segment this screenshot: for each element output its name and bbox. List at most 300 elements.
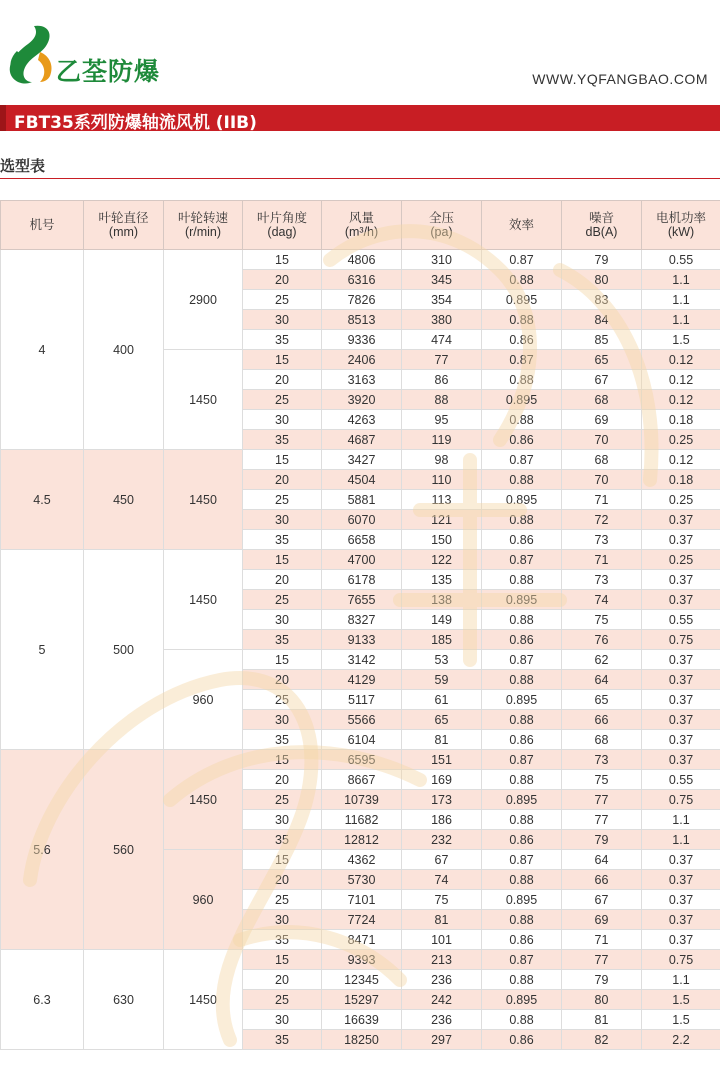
angle-cell: 35 bbox=[243, 930, 322, 950]
power-cell: 1.1 bbox=[642, 270, 720, 290]
airflow-cell: 4700 bbox=[322, 550, 402, 570]
angle-cell: 25 bbox=[243, 790, 322, 810]
airflow-cell: 6070 bbox=[322, 510, 402, 530]
efficiency-cell: 0.895 bbox=[482, 290, 562, 310]
airflow-cell: 5117 bbox=[322, 690, 402, 710]
efficiency-cell: 0.88 bbox=[482, 810, 562, 830]
noise-cell: 67 bbox=[562, 370, 642, 390]
angle-cell: 25 bbox=[243, 890, 322, 910]
power-cell: 0.25 bbox=[642, 490, 720, 510]
pressure-cell: 119 bbox=[402, 430, 482, 450]
pressure-cell: 173 bbox=[402, 790, 482, 810]
angle-cell: 35 bbox=[243, 530, 322, 550]
noise-cell: 75 bbox=[562, 770, 642, 790]
noise-cell: 80 bbox=[562, 270, 642, 290]
column-header-label: 全压 bbox=[428, 211, 454, 225]
power-cell: 0.75 bbox=[642, 950, 720, 970]
power-cell: 0.55 bbox=[642, 770, 720, 790]
power-cell: 0.37 bbox=[642, 650, 720, 670]
table-body bbox=[1, 250, 720, 1050]
column-header bbox=[322, 201, 402, 250]
efficiency-cell: 0.88 bbox=[482, 870, 562, 890]
pressure-cell: 61 bbox=[402, 690, 482, 710]
noise-cell: 65 bbox=[562, 350, 642, 370]
power-cell: 0.37 bbox=[642, 890, 720, 910]
efficiency-cell: 0.88 bbox=[482, 770, 562, 790]
efficiency-cell: 0.86 bbox=[482, 930, 562, 950]
pressure-cell: 121 bbox=[402, 510, 482, 530]
column-header bbox=[243, 201, 322, 250]
power-cell: 0.37 bbox=[642, 670, 720, 690]
noise-cell: 71 bbox=[562, 550, 642, 570]
angle-cell: 25 bbox=[243, 390, 322, 410]
efficiency-cell: 0.88 bbox=[482, 670, 562, 690]
power-cell: 0.37 bbox=[642, 530, 720, 550]
angle-cell: 25 bbox=[243, 590, 322, 610]
efficiency-cell: 0.87 bbox=[482, 350, 562, 370]
airflow-cell: 7826 bbox=[322, 290, 402, 310]
noise-cell: 62 bbox=[562, 650, 642, 670]
power-cell: 0.37 bbox=[642, 750, 720, 770]
noise-cell: 75 bbox=[562, 610, 642, 630]
airflow-cell: 16639 bbox=[322, 1010, 402, 1030]
efficiency-cell: 0.87 bbox=[482, 750, 562, 770]
airflow-cell: 4362 bbox=[322, 850, 402, 870]
angle-cell: 15 bbox=[243, 550, 322, 570]
efficiency-cell: 0.88 bbox=[482, 310, 562, 330]
column-header bbox=[164, 201, 243, 250]
efficiency-cell: 0.88 bbox=[482, 370, 562, 390]
airflow-cell: 9393 bbox=[322, 950, 402, 970]
selection-table bbox=[0, 200, 720, 1050]
angle-cell: 20 bbox=[243, 570, 322, 590]
efficiency-cell: 0.88 bbox=[482, 910, 562, 930]
angle-cell: 20 bbox=[243, 270, 322, 290]
pressure-cell: 67 bbox=[402, 850, 482, 870]
efficiency-cell: 0.86 bbox=[482, 330, 562, 350]
power-cell: 0.37 bbox=[642, 910, 720, 930]
airflow-cell: 3163 bbox=[322, 370, 402, 390]
angle-cell: 30 bbox=[243, 310, 322, 330]
angle-cell: 30 bbox=[243, 410, 322, 430]
pressure-cell: 74 bbox=[402, 870, 482, 890]
airflow-cell: 6316 bbox=[322, 270, 402, 290]
angle-cell: 15 bbox=[243, 650, 322, 670]
model-cell: 4.5 bbox=[1, 450, 84, 550]
noise-cell: 71 bbox=[562, 490, 642, 510]
column-header-label: 效率 bbox=[508, 218, 534, 232]
angle-cell: 30 bbox=[243, 510, 322, 530]
airflow-cell: 12812 bbox=[322, 830, 402, 850]
noise-cell: 79 bbox=[562, 830, 642, 850]
table-row bbox=[1, 550, 720, 570]
power-cell: 0.12 bbox=[642, 450, 720, 470]
pressure-cell: 65 bbox=[402, 710, 482, 730]
noise-cell: 72 bbox=[562, 510, 642, 530]
model-cell: 5.6 bbox=[1, 750, 84, 950]
pressure-cell: 86 bbox=[402, 370, 482, 390]
pressure-cell: 151 bbox=[402, 750, 482, 770]
power-cell: 0.18 bbox=[642, 410, 720, 430]
noise-cell: 74 bbox=[562, 590, 642, 610]
noise-cell: 68 bbox=[562, 450, 642, 470]
noise-cell: 82 bbox=[562, 1030, 642, 1050]
noise-cell: 67 bbox=[562, 890, 642, 910]
airflow-cell: 15297 bbox=[322, 990, 402, 1010]
column-header-label: dB(A) bbox=[585, 225, 618, 239]
column-header-label: 叶轮转速 bbox=[177, 211, 228, 225]
pressure-cell: 185 bbox=[402, 630, 482, 650]
angle-cell: 25 bbox=[243, 690, 322, 710]
noise-cell: 69 bbox=[562, 410, 642, 430]
power-cell: 1.5 bbox=[642, 1010, 720, 1030]
noise-cell: 79 bbox=[562, 970, 642, 990]
angle-cell: 30 bbox=[243, 910, 322, 930]
pressure-cell: 122 bbox=[402, 550, 482, 570]
column-header bbox=[402, 201, 482, 250]
efficiency-cell: 0.895 bbox=[482, 490, 562, 510]
pressure-cell: 88 bbox=[402, 390, 482, 410]
airflow-cell: 8327 bbox=[322, 610, 402, 630]
column-header-label: 电机功率 bbox=[655, 211, 706, 225]
noise-cell: 84 bbox=[562, 310, 642, 330]
speed-cell: 2900 bbox=[164, 250, 243, 350]
airflow-cell: 5881 bbox=[322, 490, 402, 510]
title-bar-accent bbox=[0, 105, 6, 131]
efficiency-cell: 0.86 bbox=[482, 630, 562, 650]
power-cell: 0.75 bbox=[642, 630, 720, 650]
column-header-label: (mm) bbox=[108, 225, 139, 239]
pressure-cell: 59 bbox=[402, 670, 482, 690]
power-cell: 0.37 bbox=[642, 690, 720, 710]
airflow-cell: 4687 bbox=[322, 430, 402, 450]
noise-cell: 81 bbox=[562, 1010, 642, 1030]
page-title: FBT35系列防爆轴流风机 (IIB) bbox=[14, 113, 257, 133]
column-header bbox=[642, 201, 720, 250]
angle-cell: 20 bbox=[243, 370, 322, 390]
diameter-cell: 560 bbox=[84, 750, 164, 950]
airflow-cell: 4129 bbox=[322, 670, 402, 690]
column-header-label: 风量 bbox=[348, 211, 374, 225]
pressure-cell: 75 bbox=[402, 890, 482, 910]
power-cell: 1.1 bbox=[642, 970, 720, 990]
efficiency-cell: 0.88 bbox=[482, 570, 562, 590]
efficiency-cell: 0.86 bbox=[482, 830, 562, 850]
efficiency-cell: 0.895 bbox=[482, 390, 562, 410]
power-cell: 0.12 bbox=[642, 370, 720, 390]
airflow-cell: 3920 bbox=[322, 390, 402, 410]
airflow-cell: 8667 bbox=[322, 770, 402, 790]
airflow-cell: 2406 bbox=[322, 350, 402, 370]
airflow-cell: 7101 bbox=[322, 890, 402, 910]
angle-cell: 15 bbox=[243, 250, 322, 270]
pressure-cell: 186 bbox=[402, 810, 482, 830]
efficiency-cell: 0.87 bbox=[482, 450, 562, 470]
angle-cell: 30 bbox=[243, 810, 322, 830]
noise-cell: 73 bbox=[562, 570, 642, 590]
subtitle-divider bbox=[0, 178, 720, 179]
airflow-cell: 5730 bbox=[322, 870, 402, 890]
column-header bbox=[482, 201, 562, 250]
efficiency-cell: 0.895 bbox=[482, 790, 562, 810]
angle-cell: 35 bbox=[243, 1030, 322, 1050]
pressure-cell: 169 bbox=[402, 770, 482, 790]
model-cell: 6.3 bbox=[1, 950, 84, 1050]
efficiency-cell: 0.86 bbox=[482, 730, 562, 750]
efficiency-cell: 0.87 bbox=[482, 550, 562, 570]
pressure-cell: 138 bbox=[402, 590, 482, 610]
power-cell: 1.5 bbox=[642, 990, 720, 1010]
airflow-cell: 3142 bbox=[322, 650, 402, 670]
noise-cell: 83 bbox=[562, 290, 642, 310]
power-cell: 1.1 bbox=[642, 310, 720, 330]
angle-cell: 20 bbox=[243, 770, 322, 790]
airflow-cell: 9133 bbox=[322, 630, 402, 650]
section-subtitle: 选型表 bbox=[0, 157, 46, 175]
angle-cell: 15 bbox=[243, 850, 322, 870]
column-header-label: (dag) bbox=[267, 225, 297, 239]
airflow-cell: 4504 bbox=[322, 470, 402, 490]
angle-cell: 30 bbox=[243, 1010, 322, 1030]
table-row bbox=[1, 950, 720, 970]
noise-cell: 76 bbox=[562, 630, 642, 650]
logo bbox=[4, 22, 174, 88]
power-cell: 2.2 bbox=[642, 1030, 720, 1050]
power-cell: 0.37 bbox=[642, 710, 720, 730]
model-cell: 5 bbox=[1, 550, 84, 750]
efficiency-cell: 0.88 bbox=[482, 270, 562, 290]
speed-cell: 960 bbox=[164, 850, 243, 950]
efficiency-cell: 0.87 bbox=[482, 950, 562, 970]
diameter-cell: 400 bbox=[84, 250, 164, 450]
model-cell: 4 bbox=[1, 250, 84, 450]
speed-cell: 960 bbox=[164, 650, 243, 750]
column-header bbox=[84, 201, 164, 250]
column-header-label: 叶片角度 bbox=[256, 211, 307, 225]
noise-cell: 77 bbox=[562, 790, 642, 810]
airflow-cell: 6178 bbox=[322, 570, 402, 590]
noise-cell: 64 bbox=[562, 850, 642, 870]
noise-cell: 68 bbox=[562, 390, 642, 410]
angle-cell: 25 bbox=[243, 990, 322, 1010]
airflow-cell: 6104 bbox=[322, 730, 402, 750]
pressure-cell: 77 bbox=[402, 350, 482, 370]
power-cell: 1.1 bbox=[642, 290, 720, 310]
power-cell: 0.37 bbox=[642, 870, 720, 890]
angle-cell: 20 bbox=[243, 970, 322, 990]
table-row bbox=[1, 250, 720, 270]
pressure-cell: 149 bbox=[402, 610, 482, 630]
page-header bbox=[0, 0, 720, 100]
pressure-cell: 236 bbox=[402, 970, 482, 990]
noise-cell: 70 bbox=[562, 470, 642, 490]
noise-cell: 69 bbox=[562, 910, 642, 930]
pressure-cell: 135 bbox=[402, 570, 482, 590]
pressure-cell: 354 bbox=[402, 290, 482, 310]
brand-name: 乙荃防爆 bbox=[56, 57, 161, 86]
noise-cell: 80 bbox=[562, 990, 642, 1010]
angle-cell: 25 bbox=[243, 490, 322, 510]
yq-leaf-logo-icon bbox=[4, 22, 60, 88]
angle-cell: 35 bbox=[243, 730, 322, 750]
angle-cell: 30 bbox=[243, 610, 322, 630]
angle-cell: 20 bbox=[243, 870, 322, 890]
pressure-cell: 150 bbox=[402, 530, 482, 550]
airflow-cell: 6595 bbox=[322, 750, 402, 770]
airflow-cell: 18250 bbox=[322, 1030, 402, 1050]
speed-cell: 1450 bbox=[164, 950, 243, 1050]
noise-cell: 79 bbox=[562, 250, 642, 270]
efficiency-cell: 0.88 bbox=[482, 1010, 562, 1030]
efficiency-cell: 0.895 bbox=[482, 690, 562, 710]
efficiency-cell: 0.88 bbox=[482, 610, 562, 630]
power-cell: 0.25 bbox=[642, 550, 720, 570]
noise-cell: 70 bbox=[562, 430, 642, 450]
efficiency-cell: 0.87 bbox=[482, 650, 562, 670]
efficiency-cell: 0.895 bbox=[482, 890, 562, 910]
pressure-cell: 95 bbox=[402, 410, 482, 430]
power-cell: 0.55 bbox=[642, 610, 720, 630]
pressure-cell: 113 bbox=[402, 490, 482, 510]
speed-cell: 1450 bbox=[164, 750, 243, 850]
pressure-cell: 310 bbox=[402, 250, 482, 270]
noise-cell: 77 bbox=[562, 950, 642, 970]
airflow-cell: 8471 bbox=[322, 930, 402, 950]
efficiency-cell: 0.895 bbox=[482, 590, 562, 610]
power-cell: 0.12 bbox=[642, 390, 720, 410]
angle-cell: 35 bbox=[243, 330, 322, 350]
angle-cell: 15 bbox=[243, 350, 322, 370]
table-header-row bbox=[1, 201, 720, 250]
efficiency-cell: 0.88 bbox=[482, 410, 562, 430]
efficiency-cell: 0.895 bbox=[482, 990, 562, 1010]
noise-cell: 66 bbox=[562, 710, 642, 730]
column-header-label: (r/min) bbox=[184, 225, 222, 239]
power-cell: 0.37 bbox=[642, 590, 720, 610]
table-row bbox=[1, 450, 720, 470]
power-cell: 0.37 bbox=[642, 730, 720, 750]
noise-cell: 73 bbox=[562, 530, 642, 550]
power-cell: 0.37 bbox=[642, 570, 720, 590]
angle-cell: 15 bbox=[243, 950, 322, 970]
airflow-cell: 12345 bbox=[322, 970, 402, 990]
diameter-cell: 500 bbox=[84, 550, 164, 750]
airflow-cell: 11682 bbox=[322, 810, 402, 830]
noise-cell: 71 bbox=[562, 930, 642, 950]
column-header-label: 叶轮直径 bbox=[98, 211, 149, 225]
noise-cell: 68 bbox=[562, 730, 642, 750]
website-url[interactable]: WWW.YQFANGBAO.COM bbox=[532, 71, 708, 87]
airflow-cell: 8513 bbox=[322, 310, 402, 330]
power-cell: 1.1 bbox=[642, 810, 720, 830]
airflow-cell: 6658 bbox=[322, 530, 402, 550]
airflow-cell: 3427 bbox=[322, 450, 402, 470]
angle-cell: 15 bbox=[243, 450, 322, 470]
pressure-cell: 53 bbox=[402, 650, 482, 670]
efficiency-cell: 0.87 bbox=[482, 850, 562, 870]
angle-cell: 35 bbox=[243, 630, 322, 650]
angle-cell: 25 bbox=[243, 290, 322, 310]
pressure-cell: 213 bbox=[402, 950, 482, 970]
pressure-cell: 98 bbox=[402, 450, 482, 470]
column-header-label: 机号 bbox=[29, 218, 55, 232]
power-cell: 0.25 bbox=[642, 430, 720, 450]
efficiency-cell: 0.88 bbox=[482, 470, 562, 490]
pressure-cell: 380 bbox=[402, 310, 482, 330]
airflow-cell: 10739 bbox=[322, 790, 402, 810]
airflow-cell: 4263 bbox=[322, 410, 402, 430]
pressure-cell: 232 bbox=[402, 830, 482, 850]
column-header bbox=[1, 201, 84, 250]
angle-cell: 20 bbox=[243, 470, 322, 490]
column-header-label: (m³/h) bbox=[344, 225, 379, 239]
column-header-label: (kW) bbox=[667, 225, 695, 239]
power-cell: 0.37 bbox=[642, 850, 720, 870]
power-cell: 0.12 bbox=[642, 350, 720, 370]
efficiency-cell: 0.88 bbox=[482, 710, 562, 730]
efficiency-cell: 0.88 bbox=[482, 970, 562, 990]
column-header-label: 噪音 bbox=[588, 211, 614, 225]
column-header-label: (pa) bbox=[430, 225, 453, 239]
title-bar bbox=[0, 105, 720, 131]
efficiency-cell: 0.86 bbox=[482, 530, 562, 550]
noise-cell: 66 bbox=[562, 870, 642, 890]
column-header bbox=[562, 201, 642, 250]
pressure-cell: 110 bbox=[402, 470, 482, 490]
pressure-cell: 297 bbox=[402, 1030, 482, 1050]
angle-cell: 15 bbox=[243, 750, 322, 770]
power-cell: 0.55 bbox=[642, 250, 720, 270]
efficiency-cell: 0.86 bbox=[482, 1030, 562, 1050]
pressure-cell: 81 bbox=[402, 910, 482, 930]
noise-cell: 64 bbox=[562, 670, 642, 690]
noise-cell: 65 bbox=[562, 690, 642, 710]
airflow-cell: 7724 bbox=[322, 910, 402, 930]
efficiency-cell: 0.86 bbox=[482, 430, 562, 450]
pressure-cell: 101 bbox=[402, 930, 482, 950]
efficiency-cell: 0.87 bbox=[482, 250, 562, 270]
angle-cell: 20 bbox=[243, 670, 322, 690]
speed-cell: 1450 bbox=[164, 350, 243, 450]
airflow-cell: 9336 bbox=[322, 330, 402, 350]
pressure-cell: 474 bbox=[402, 330, 482, 350]
diameter-cell: 450 bbox=[84, 450, 164, 550]
power-cell: 0.37 bbox=[642, 930, 720, 950]
speed-cell: 1450 bbox=[164, 450, 243, 550]
pressure-cell: 242 bbox=[402, 990, 482, 1010]
angle-cell: 30 bbox=[243, 710, 322, 730]
diameter-cell: 630 bbox=[84, 950, 164, 1050]
noise-cell: 85 bbox=[562, 330, 642, 350]
noise-cell: 73 bbox=[562, 750, 642, 770]
power-cell: 1.5 bbox=[642, 330, 720, 350]
pressure-cell: 81 bbox=[402, 730, 482, 750]
airflow-cell: 4806 bbox=[322, 250, 402, 270]
angle-cell: 35 bbox=[243, 830, 322, 850]
power-cell: 1.1 bbox=[642, 830, 720, 850]
power-cell: 0.37 bbox=[642, 510, 720, 530]
pressure-cell: 236 bbox=[402, 1010, 482, 1030]
noise-cell: 77 bbox=[562, 810, 642, 830]
power-cell: 0.75 bbox=[642, 790, 720, 810]
power-cell: 0.18 bbox=[642, 470, 720, 490]
pressure-cell: 345 bbox=[402, 270, 482, 290]
airflow-cell: 7655 bbox=[322, 590, 402, 610]
angle-cell: 35 bbox=[243, 430, 322, 450]
airflow-cell: 5566 bbox=[322, 710, 402, 730]
efficiency-cell: 0.88 bbox=[482, 510, 562, 530]
table-row bbox=[1, 750, 720, 770]
